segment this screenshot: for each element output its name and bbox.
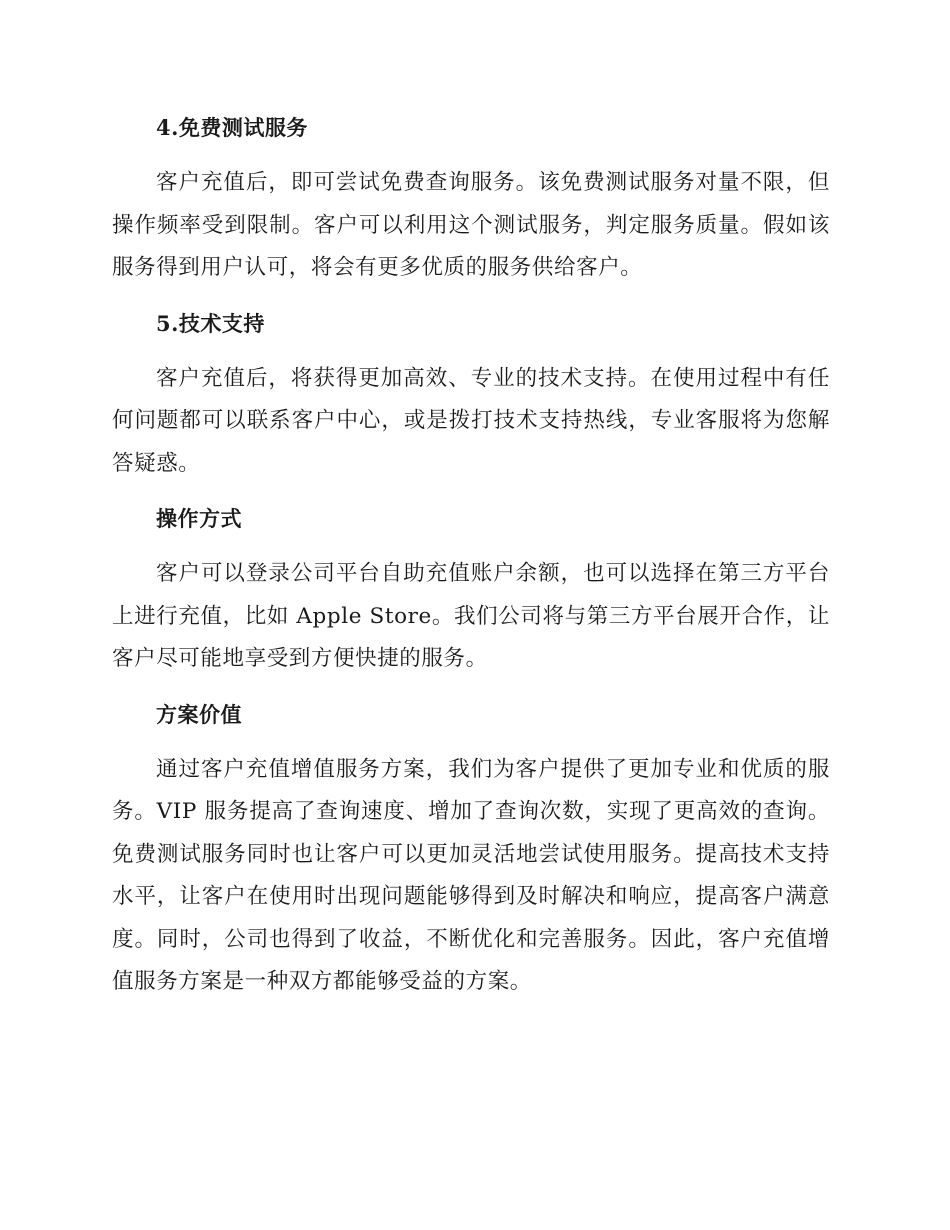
section-operation-method <box>112 499 830 681</box>
section-free-trial <box>112 108 830 290</box>
section-heading: 4.免费测试服务 <box>156 115 308 140</box>
section-heading: 方案价值 <box>156 701 242 727</box>
section-tech-support <box>112 304 830 486</box>
section-plan-value <box>112 695 830 1004</box>
section-body: 通过客户充值增值服务方案，我们为客户提供了更加专业和优质的服务。VIP 服务提高了查询速度、增加了查询次数，实现了更高效的查询。免费测试服务同时也让客户可以更加灵活地尝试使用服务。提高技术支持水平，让客户在使用时出现问题能够得到及时解决和响应，提高客户满意度。同时，公司也得到了收益，不断优化和完善服务。因此，客户充值增值服务方案是一种双方都能够受益的方案。 <box>112 756 830 994</box>
section-body: 客户可以登录公司平台自助充值账户余额，也可以选择在第三方平台上进行充值，比如 Apple Store。我们公司将与第三方平台展开合作，让客户尽可能地享受到方便快捷的服务。 <box>112 561 830 671</box>
section-body: 客户充值后，将获得更加高效、专业的技术支持。在使用过程中有任何问题都可以联系客户中心，或是拨打技术支持热线，专业客服将为您解答疑惑。 <box>112 365 830 476</box>
section-heading: 5.技术支持 <box>156 310 265 336</box>
document-page <box>112 108 830 1018</box>
section-body: 客户充值后，即可尝试免费查询服务。该免费测试服务对量不限，但操作频率受到限制。客户可以利用这个测试服务，判定服务质量。假如该服务得到用户认可，将会有更多优质的服务供给客户。 <box>112 170 830 280</box>
section-heading: 操作方式 <box>156 506 242 531</box>
